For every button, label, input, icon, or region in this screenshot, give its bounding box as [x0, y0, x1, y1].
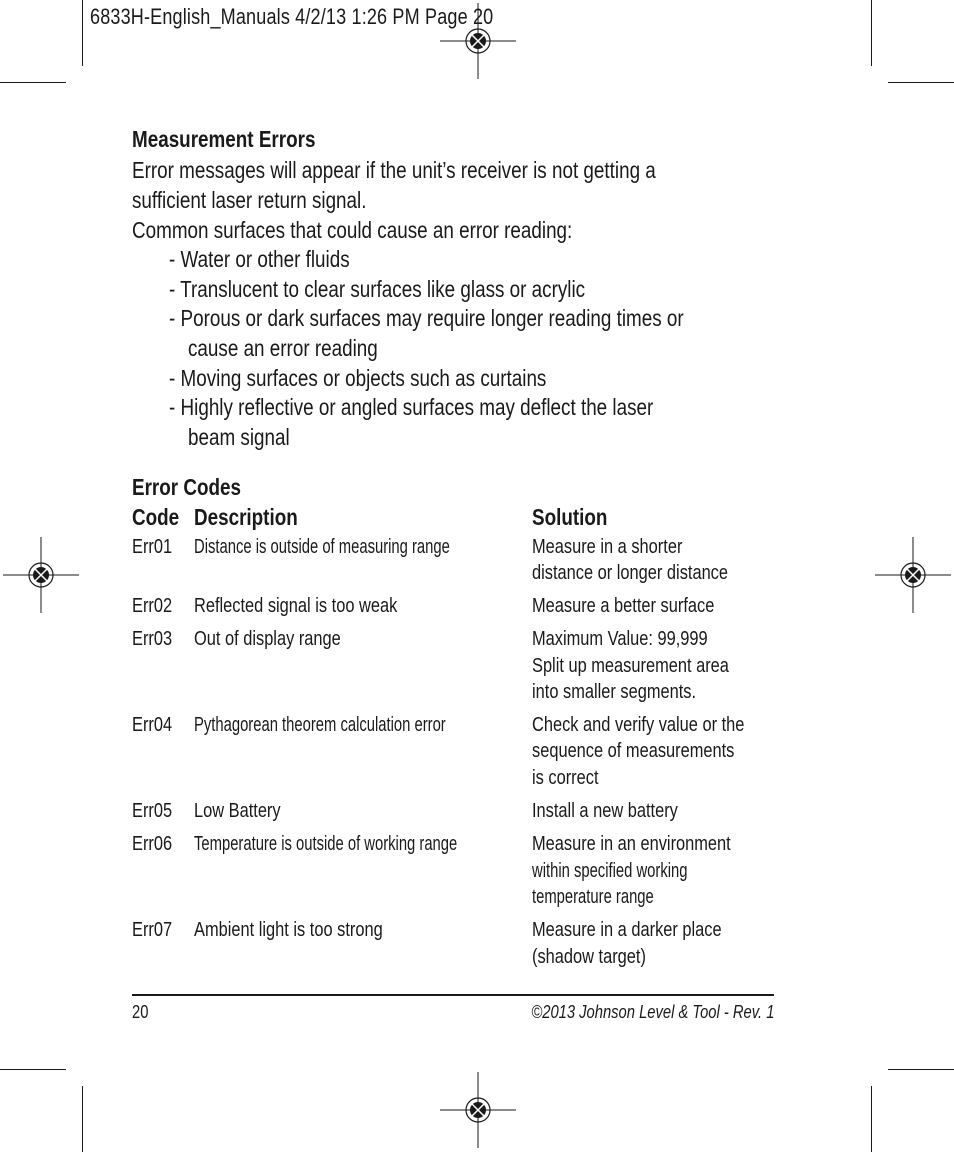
crop-mark	[82, 1086, 83, 1152]
error-description: Reflected signal is too weak	[194, 595, 398, 617]
error-solution: temperature range	[532, 886, 654, 908]
crop-mark	[0, 82, 66, 83]
error-solution: distance or longer distance	[532, 562, 729, 584]
error-solution: Measure a better surface	[532, 595, 715, 617]
list-item: - Moving surfaces or objects such as curtains	[169, 365, 547, 391]
error-solution: Measure in a darker place	[532, 919, 722, 941]
registration-target-icon	[440, 1072, 516, 1148]
crop-mark	[871, 0, 872, 66]
list-item-continuation: cause an error reading	[188, 335, 378, 361]
error-solution: within specified working	[532, 860, 688, 882]
intro-text: Error messages will appear if the unit’s receiver is not getting a	[132, 157, 656, 183]
list-item-continuation: beam signal	[188, 424, 290, 450]
error-solution: Maximum Value: 99,999	[532, 628, 708, 650]
registration-target-icon	[3, 537, 79, 613]
column-header-code: Code	[132, 504, 180, 530]
crop-mark	[0, 1069, 66, 1070]
column-header-description: Description	[194, 504, 298, 530]
crop-mark	[888, 1069, 954, 1070]
list-item: - Highly reflective or angled surfaces may deflect the laser	[169, 394, 654, 420]
crop-mark	[888, 82, 954, 83]
error-description: Distance is outside of measuring range	[194, 536, 450, 558]
error-code: Err06	[132, 833, 173, 855]
error-code: Err04	[132, 714, 173, 736]
error-solution: is correct	[532, 767, 599, 789]
error-solution: sequence of measurements	[532, 740, 735, 762]
error-solution: Check and verify value or the	[532, 714, 745, 736]
crop-mark	[871, 1086, 872, 1152]
page-number: 20	[132, 1002, 149, 1022]
error-description: Low Battery	[194, 800, 281, 822]
copyright-notice: ©2013 Johnson Level & Tool - Rev. 1	[530, 1002, 774, 1022]
error-description: Pythagorean theorem calculation error	[194, 714, 446, 736]
error-description: Out of display range	[194, 628, 341, 650]
error-description: Temperature is outside of working range	[194, 833, 458, 855]
error-code: Err05	[132, 800, 173, 822]
error-solution: into smaller segments.	[532, 681, 697, 703]
error-code: Err01	[132, 536, 173, 558]
registration-target-icon	[875, 537, 951, 613]
error-solution: Install a new battery	[532, 800, 678, 822]
print-slug: 6833H-English_Manuals 4/2/13 1:26 PM Page 20	[90, 4, 494, 29]
surfaces-intro: Common surfaces that could cause an error reading:	[132, 217, 573, 243]
footer-divider	[132, 994, 774, 996]
error-code: Err03	[132, 628, 173, 650]
intro-text: sufficient laser return signal.	[132, 187, 367, 213]
list-item: - Porous or dark surfaces may require longer reading times or	[169, 305, 684, 331]
error-solution: Measure in a shorter	[532, 536, 683, 558]
error-solution: Split up measurement area	[532, 655, 729, 677]
column-header-solution: Solution	[532, 504, 608, 530]
list-item: - Water or other fluids	[169, 246, 350, 272]
section-heading-error-codes: Error Codes	[132, 474, 242, 500]
registration-target-icon	[440, 3, 516, 79]
crop-mark	[82, 0, 83, 66]
error-code: Err02	[132, 595, 173, 617]
error-description: Ambient light is too strong	[194, 919, 383, 941]
error-solution: (shadow target)	[532, 946, 646, 968]
error-solution: Measure in an environment	[532, 833, 731, 855]
section-heading-measurement-errors: Measurement Errors	[132, 126, 316, 152]
list-item: - Translucent to clear surfaces like glass or acrylic	[169, 276, 586, 302]
error-code: Err07	[132, 919, 173, 941]
